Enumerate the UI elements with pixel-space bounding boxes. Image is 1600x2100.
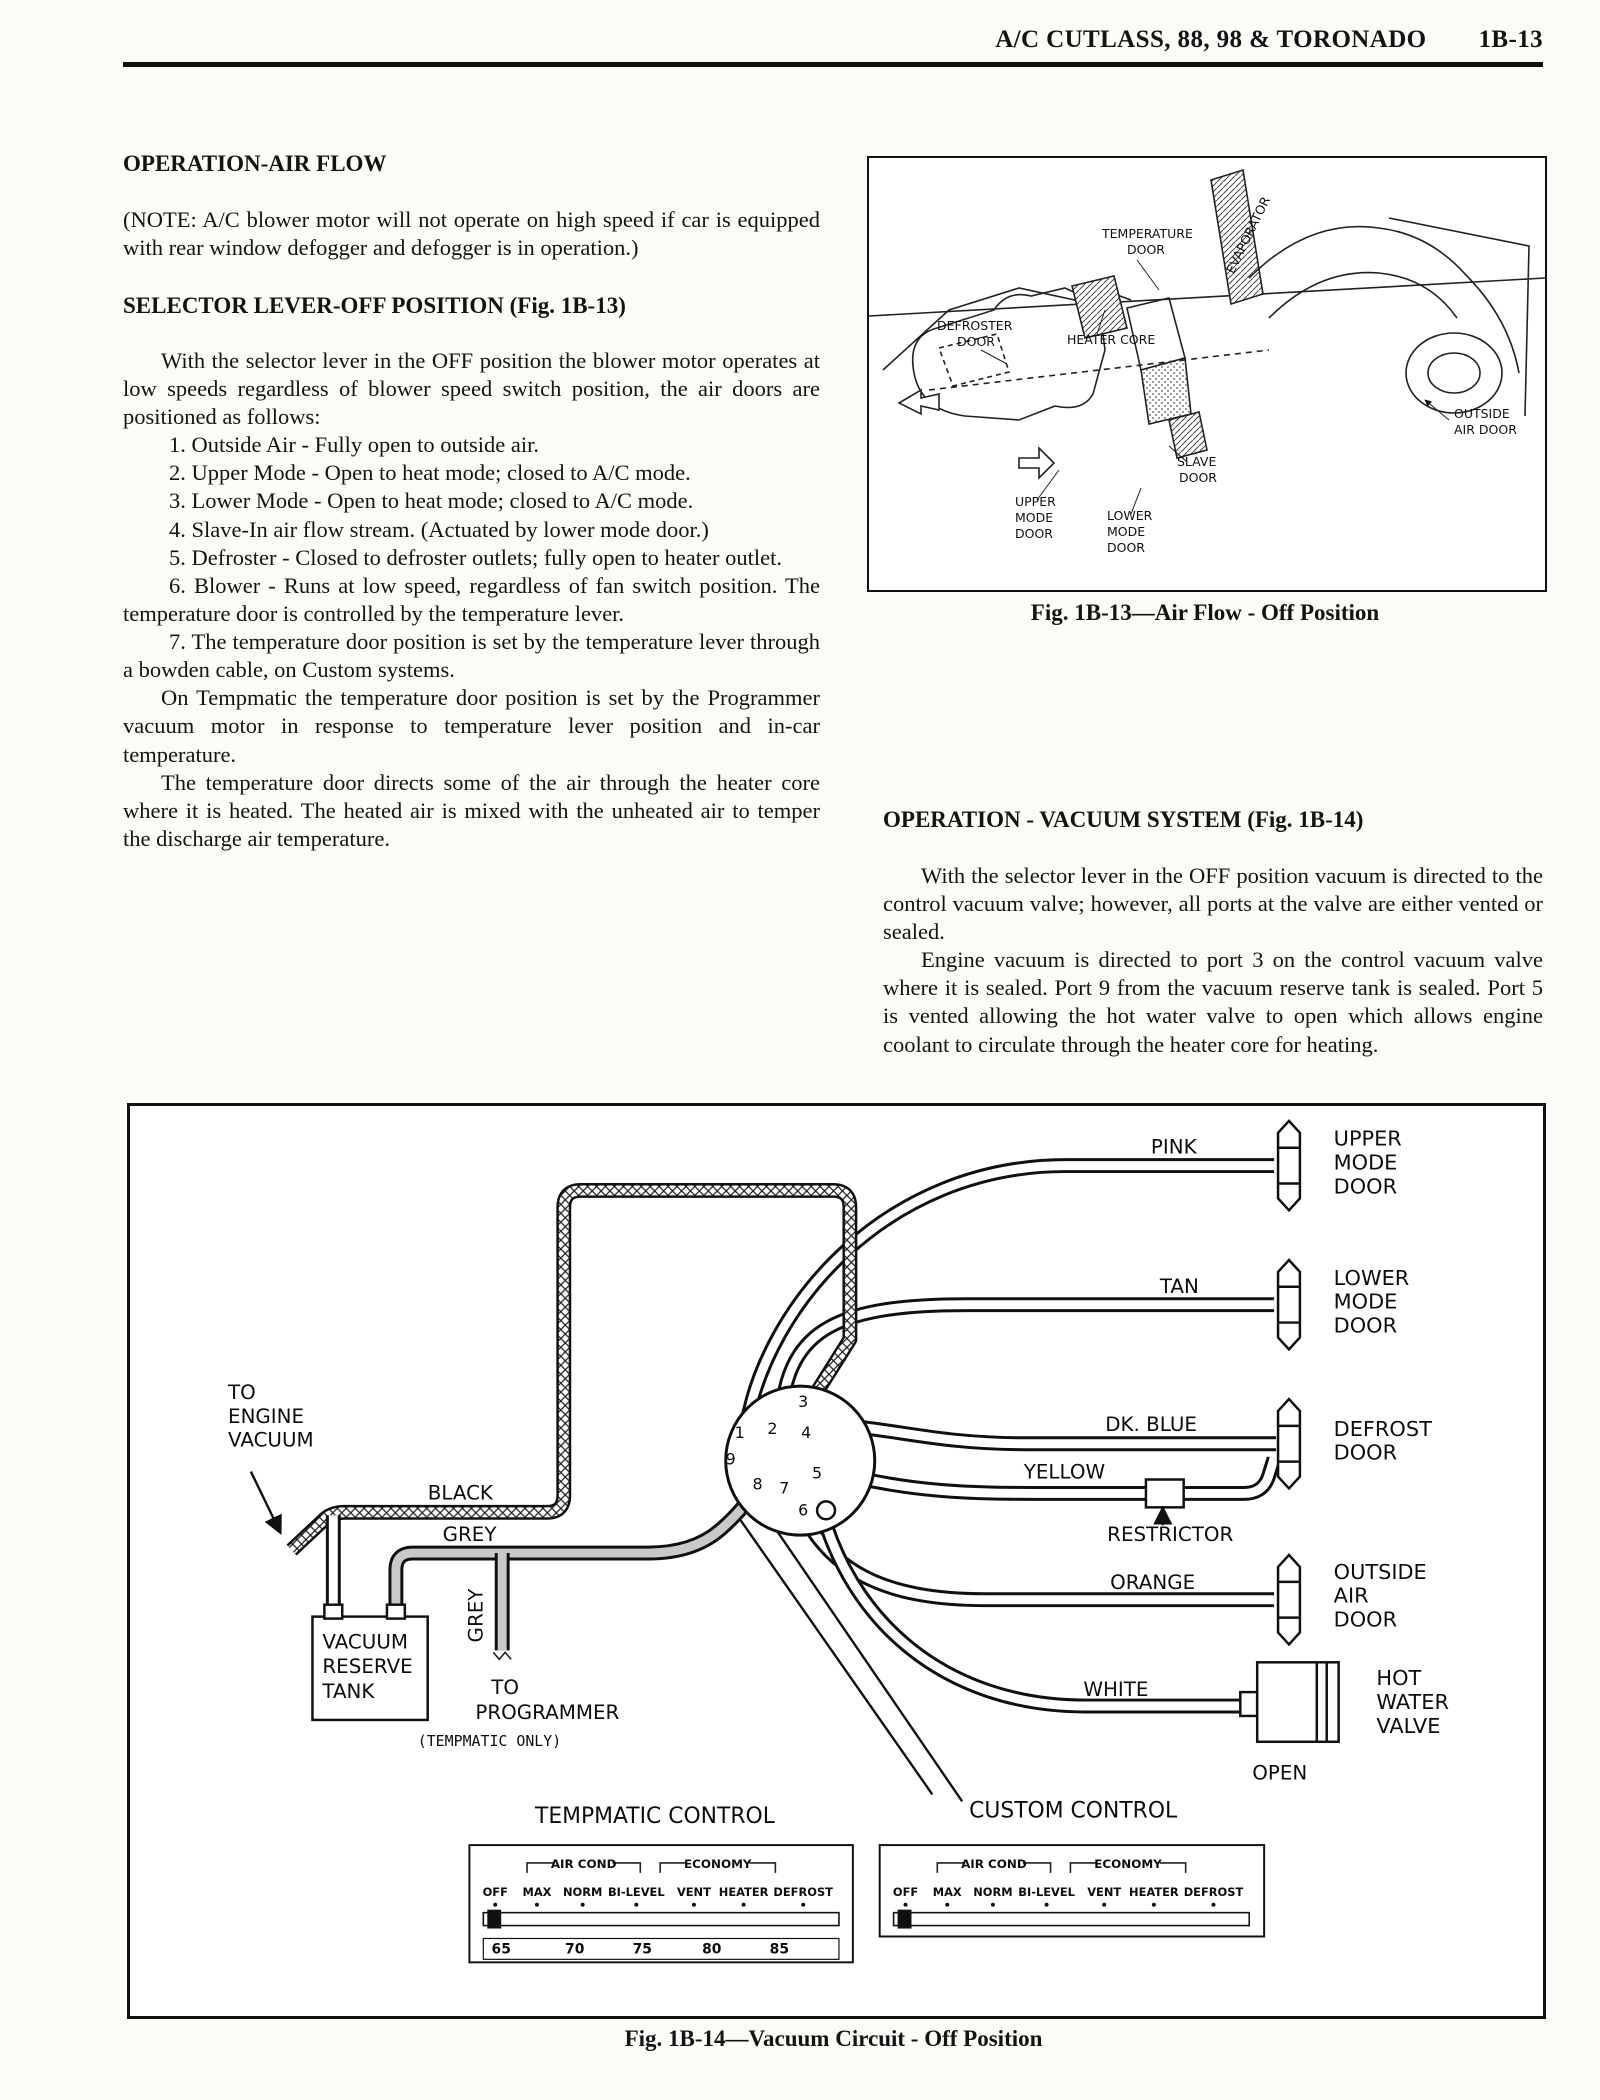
white-label: WHITE [1083,1678,1149,1702]
valve-port-5: 5 [812,1463,823,1483]
slave-door-label: SLAVE [1177,454,1217,469]
mode-label: BI-LEVEL [1018,1884,1075,1899]
left-column [123,150,820,853]
restrictor-block [1146,1480,1184,1508]
mode-label: OFF [482,1884,508,1899]
temperature-door-label: DOOR [1127,242,1165,257]
outside-air-door-label: OUTSIDE [1454,406,1510,421]
mode-label: NORM [973,1884,1013,1899]
vacuum-reserve-tank [312,1605,427,1720]
restrictor-label: RESTRICTOR [1107,1523,1234,1547]
defroster-door-label: DEFROSTER [937,318,1013,333]
evaporator-label: EVAPORATOR [1222,194,1273,276]
mode-label: OFF [892,1884,919,1899]
intro-paragraph: With the selector lever in the OFF position the blower motor operates at low speeds regardless of blower speed switch position, the air doors are positioned as follows: [123,347,820,429]
valve-port-7: 7 [779,1478,790,1498]
hot-water-valve-label: WATER [1376,1689,1449,1714]
dark-blue-hose [814,1425,1276,1444]
yellow-label: YELLOW [1023,1460,1106,1484]
tempmatic-control-head [469,1845,852,1962]
temperature-door-paragraph: The temperature door directs some of the air through the heater core where it is heated. The heated air is mixed with the unheated air to temper the discharge air temperature. [123,769,820,851]
mode-slider-knob [487,1910,501,1929]
valve-port-4: 4 [801,1422,812,1442]
grey-vertical-label: GREY [464,1588,488,1643]
engine-vacuum-arrow [251,1472,281,1534]
outside-air-door-label: DOOR [1333,1607,1398,1632]
fig-1b13-caption: Fig. 1B-13—Air Flow - Off Position [1030,600,1380,625]
to-engine-vacuum-label: TO [228,1381,256,1405]
to-programmer-label: TO [491,1676,520,1700]
outside-air-door-label: AIR [1333,1583,1369,1608]
valve-port-9: 9 [725,1449,736,1469]
hot-water-valve-body [1240,1662,1338,1741]
fig-1b14-box [127,1103,1546,2019]
fig-1b13-box [867,156,1547,592]
grey-hose [396,1478,763,1660]
hose-break-mark [493,1652,511,1659]
vacuum-paragraph-1: With the selector lever in the OFF position vacuum is directed to the control vacuum valve; however, all ports at the valve are either vented or sealed. [883,862,1543,944]
temp-label: 65 [491,1941,511,1958]
airflow-diagram [869,158,1545,590]
mode-label: MAX [932,1884,962,1899]
list-item: 1. Outside Air - Fully open to outside air. [169,432,539,458]
defrost-door-label: DOOR [1333,1440,1398,1465]
upper-mode-door-label: DOOR [1333,1174,1398,1199]
list-item: 5. Defroster - Closed to defroster outlets; fully open to heater outlet. [169,544,782,570]
outside-air-door-label: AIR DOOR [1454,422,1517,437]
upper-mode-door-label: DOOR [1015,526,1053,541]
note-paragraph: (NOTE: A/C blower motor will not operate on high speed if car is equipped with rear window defogger and defogger is in operation.) [123,206,820,260]
hot-water-valve-label: VALVE [1376,1713,1441,1738]
lower-mode-door-label: DOOR [1107,540,1145,555]
tempmatic-only-label: (TEMPMATIC ONLY) [417,1731,562,1750]
to-programmer-label: PROGRAMMER [475,1700,620,1724]
custom-control-label: CUSTOM CONTROL [969,1798,1178,1824]
page-number: 1B-13 [1478,26,1543,53]
right-column [883,806,1543,1059]
vacuum-circuit-diagram [130,1106,1537,2010]
control-vacuum-valve [726,1386,875,1535]
tank-label: TANK [322,1680,375,1704]
upper-mode-door-label: MODE [1015,510,1054,525]
grey-label: GREY [442,1523,497,1547]
mode-label: BI-LEVEL [607,1884,665,1899]
lower-mode-door-label: LOWER [1107,508,1153,523]
air-cond-label: AIR COND [550,1856,617,1871]
list-item: 7. The temperature door position is set by the temperature lever through a bowden cable, on Custom systems. [123,629,820,683]
to-engine-vacuum-label: ENGINE [228,1404,305,1428]
valve-port-8: 8 [752,1474,763,1494]
economy-label: ECONOMY [683,1856,752,1871]
upper-mode-door-label: UPPER [1015,494,1056,509]
to-engine-vacuum-label: VACUUM [228,1428,314,1452]
header-title: A/C CUTLASS, 88, 98 & TORONADO [995,26,1427,53]
heading-vacuum-system: OPERATION - VACUUM SYSTEM (Fig. 1B-14) [883,807,1364,832]
actuator-labels [1334,1127,1449,1738]
header-rule [123,62,1543,67]
mode-slider-track [894,1913,1250,1926]
fig-1b14-caption: Fig. 1B-14—Vacuum Circuit - Off Position [624,2026,1043,2051]
list-item: 6. Blower - Runs at low speed, regardless of fan switch position. The temperature door is controlled by the temperature lever. [123,572,820,626]
temp-label: 80 [702,1941,722,1958]
lower-mode-door-label: LOWER [1333,1265,1410,1290]
open-label: OPEN [1252,1761,1308,1785]
temperature-door-label: TEMPERATURE [1102,226,1193,241]
tempmatic-control-label: TEMPMATIC CONTROL [534,1804,775,1830]
valve-port-1: 1 [734,1422,745,1442]
economy-label: ECONOMY [1094,1856,1162,1871]
upper-mode-door-label: UPPER [1333,1126,1402,1151]
list-item: 2. Upper Mode - Open to heat mode; closed to A/C mode. [169,460,691,486]
mode-label: VENT [676,1884,711,1899]
mode-label: HEATER [718,1884,769,1899]
heater-core-label: HEATER CORE [1067,332,1156,347]
valve-port-3: 3 [798,1392,809,1412]
mode-label: NORM [562,1884,603,1899]
lower-mode-door-label: DOOR [1333,1313,1398,1338]
outside-air-door-actuator [1278,1555,1300,1644]
black-label: BLACK [427,1481,493,1505]
mode-label: DEFROST [1183,1884,1244,1899]
lower-mode-door-label: MODE [1107,524,1146,539]
custom-control-head [880,1845,1264,1936]
hot-water-valve-label: HOT [1376,1666,1422,1691]
mode-slider-track [483,1913,839,1926]
tempmatic-paragraph: On Tempmatic the temperature door position is set by the Programmer vacuum motor in response to temperature lever position and in-car temperature. [123,685,820,767]
mode-label: DEFROST [773,1884,833,1899]
lower-mode-door-label: MODE [1333,1289,1398,1314]
mode-slider-knob [898,1910,912,1929]
temp-label: 85 [769,1941,790,1958]
upper-mode-door-label: MODE [1333,1150,1398,1175]
lower-mode-door-actuator [1278,1260,1300,1349]
valve-vent-port [817,1501,835,1519]
mode-label: HEATER [1129,1884,1179,1899]
heading-selector-lever: SELECTOR LEVER-OFF POSITION (Fig. 1B-13) [123,293,626,318]
tan-label: TAN [1159,1274,1199,1298]
defrost-door-label: DEFROST [1333,1416,1432,1441]
air-cond-label: AIR COND [961,1856,1027,1871]
vacuum-paragraph-2: Engine vacuum is directed to port 3 on the control vacuum valve where it is sealed. Port 9 from the vacuum reserve tank is sealed. Port 5 is vented allowing the hot water valve to open which allows engine coolant to circulate through the heater core for heating. [883,947,1543,1057]
temp-label: 75 [632,1941,652,1958]
door-actuators [1278,1121,1300,1645]
tank-label: VACUUM [322,1630,409,1654]
temp-label: 70 [565,1941,585,1958]
list-item: 4. Slave-In air flow stream. (Actuated by lower mode door.) [169,516,709,542]
mode-label: MAX [522,1884,552,1899]
defroster-door-label: DOOR [957,334,995,349]
defrost-door-actuator [1278,1399,1300,1488]
upper-mode-door-actuator [1278,1121,1300,1210]
tank-label: RESERVE [322,1655,413,1679]
valve-port-6: 6 [798,1500,809,1520]
heading-operation-air-flow: OPERATION-AIR FLOW [123,151,387,176]
valve-port-2: 2 [767,1418,778,1438]
orange-label: ORANGE [1110,1570,1196,1594]
outside-air-door-label: OUTSIDE [1333,1559,1427,1584]
page-header [123,26,1543,54]
mode-label: VENT [1087,1884,1122,1899]
slave-door-label: DOOR [1179,470,1217,485]
list-item: 3. Lower Mode - Open to heat mode; closed to A/C mode. [169,488,694,514]
pink-label: PINK [1150,1135,1197,1159]
dk-blue-label: DK. BLUE [1105,1412,1197,1436]
